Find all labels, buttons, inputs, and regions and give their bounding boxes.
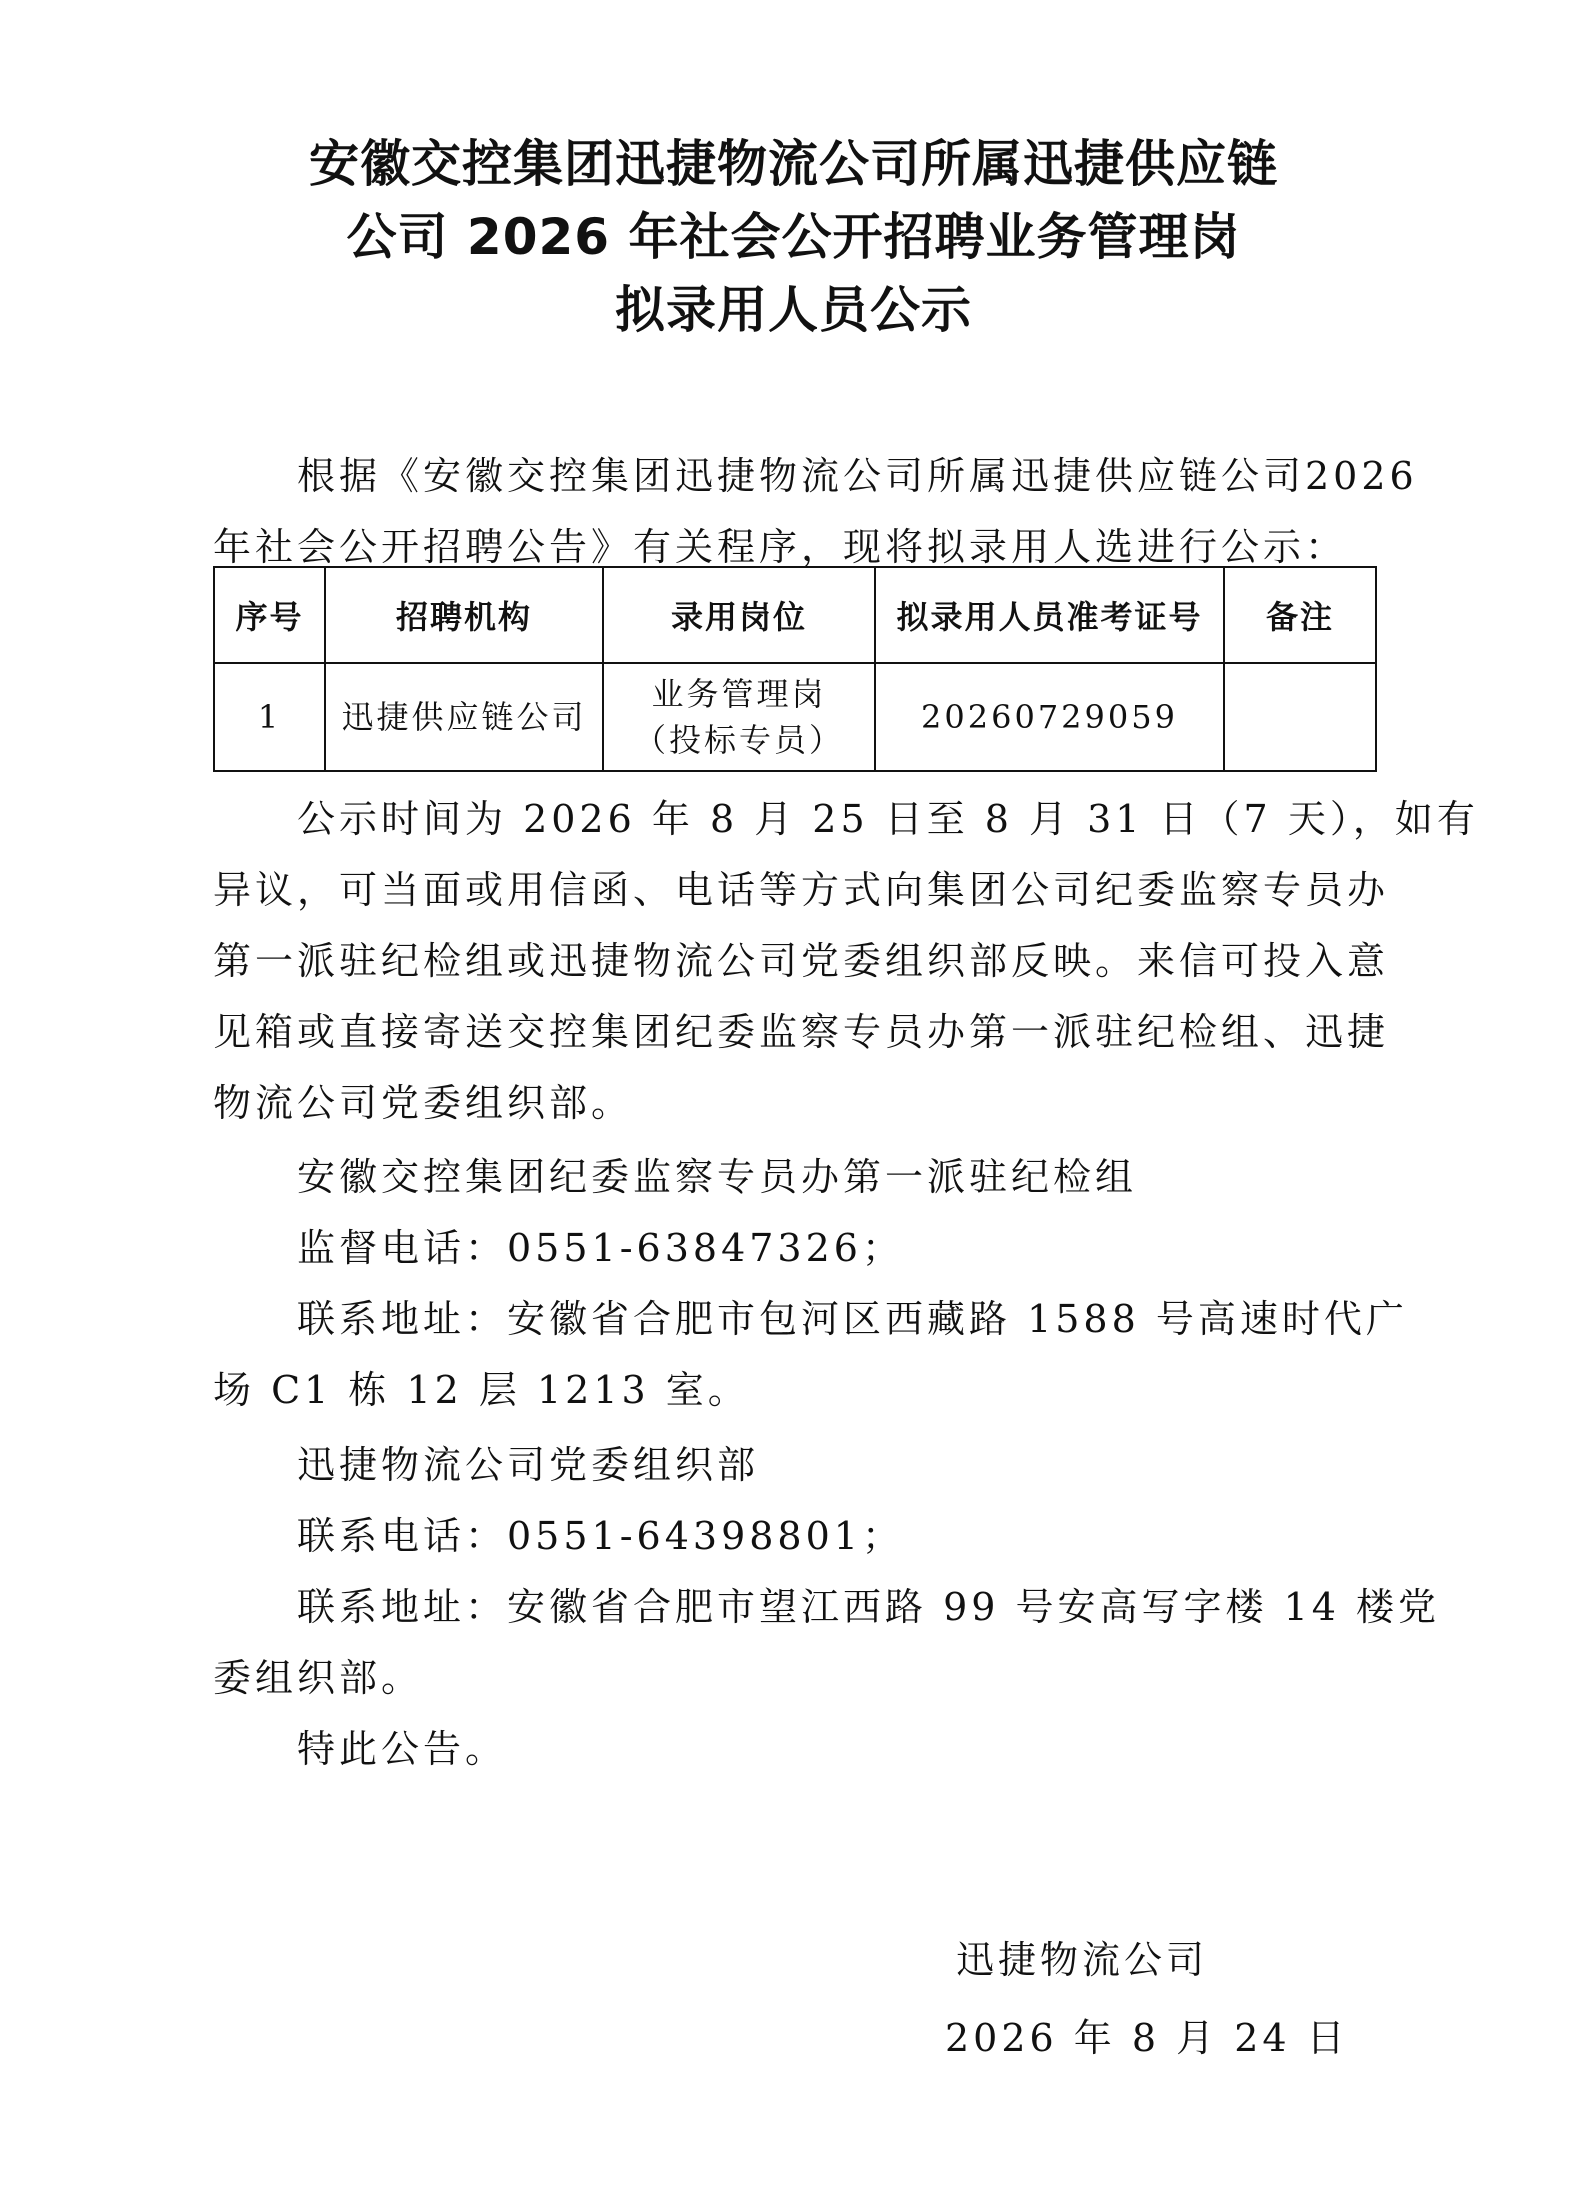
header-serial: 序号: [214, 567, 325, 663]
notice-line-1: 公示时间为 2026 年 8 月 25 日至 8 月 31 日（7 天），如有: [297, 797, 1479, 841]
notice-paragraph: [213, 784, 1479, 1139]
contact1-phone: 监督电话：0551-63847326；: [297, 1226, 904, 1270]
contact1-heading: 安徽交控集团纪委监察专员办第一派驻纪检组: [297, 1155, 1138, 1199]
table-header-row: [214, 567, 1376, 663]
contact1-address-line-1: 联系地址：安徽省合肥市包河区西藏路 1588 号高速时代广: [297, 1297, 1408, 1341]
cell-position-line-2: （投标专员）: [633, 721, 844, 759]
contact2-phone: 联系电话：0551-64398801；: [297, 1514, 904, 1558]
cell-remark: [1224, 663, 1376, 771]
title-line-1: 安徽交控集团迅捷物流公司所属迅捷供应链: [309, 135, 1278, 193]
document-title: [150, 128, 1437, 347]
cell-position: [603, 663, 875, 771]
intro-paragraph: [213, 441, 1418, 583]
contact2-address-line-2: 委组织部。: [213, 1656, 424, 1700]
cell-position-line-1: 业务管理岗: [651, 675, 827, 713]
notice-line-4: 见箱或直接寄送交控集团纪委监察专员办第一派驻纪检组、迅捷: [213, 1010, 1390, 1054]
title-line-2: 公司 2026 年社会公开招聘业务管理岗: [346, 208, 1241, 266]
header-remark: 备注: [1224, 567, 1376, 663]
contact2-heading: 迅捷物流公司党委组织部: [297, 1443, 760, 1487]
intro-line-2: 年社会公开招聘公告》有关程序，现将拟录用人选进行公示：: [213, 525, 1348, 569]
intro-line-1: 根据《安徽交控集团迅捷物流公司所属迅捷供应链公司2026: [297, 454, 1418, 498]
signature-date: 2026 年 8 月 24 日: [945, 2016, 1349, 2060]
cell-exam-id: 20260729059: [875, 663, 1224, 771]
header-exam-id: 拟录用人员准考证号: [875, 567, 1224, 663]
signature-organization: 迅捷物流公司: [956, 1938, 1209, 1982]
contact1-address-line-2: 场 C1 栋 12 层 1213 室。: [213, 1368, 750, 1412]
notice-line-2: 异议，可当面或用信函、电话等方式向集团公司纪委监察专员办: [213, 868, 1390, 912]
notice-line-3: 第一派驻纪检组或迅捷物流公司党委组织部反映。来信可投入意: [213, 939, 1390, 983]
header-position: 录用岗位: [603, 567, 875, 663]
contact-block-organization: [213, 1430, 1441, 1785]
title-line-3: 拟录用人员公示: [615, 281, 972, 339]
cell-organization: 迅捷供应链公司: [325, 663, 603, 771]
closing-statement: 特此公告。: [297, 1727, 508, 1771]
contact-block-discipline: [213, 1142, 1408, 1426]
contact2-address-line-1: 联系地址：安徽省合肥市望江西路 99 号安高写字楼 14 楼党: [297, 1585, 1441, 1629]
cell-serial: 1: [214, 663, 325, 771]
table-row: [214, 663, 1376, 771]
header-organization: 招聘机构: [325, 567, 603, 663]
notice-line-5: 物流公司党委组织部。: [213, 1081, 634, 1125]
candidate-table: [213, 566, 1377, 772]
